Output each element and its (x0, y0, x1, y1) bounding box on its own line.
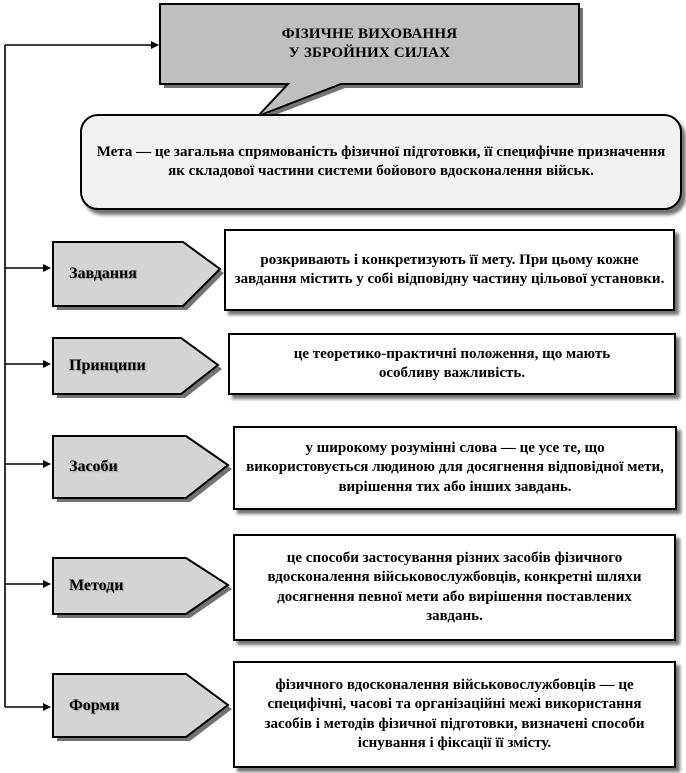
goal-text: — це загальна спрямованість фізичної підготовки, її специфічне призначення як складової частини системи бойового вдосконалення військ. (132, 143, 666, 179)
item-label-pryntsypy: Принципи (69, 357, 146, 374)
item-description-zasoby: у широкому розумінні слова — це усе те, що використовується людиною для досягнення відповідної мети, вирішення тих або інших завдань. (233, 426, 677, 510)
goal-term: Мета (96, 143, 133, 160)
item-description-formy: фізичного вдосконалення військовослужбовців — це специфічні, часові та організаційні межі використання засобів і методів фізичної підготовки, визначені способи існування і фіксації її змісту. (233, 661, 676, 768)
item-description-metody: це способи застосування різних засобів фізичного вдосконалення військовослужбовців, конкретні шляхи досягнення певної мети або вирішення поставлених завдань. (233, 534, 676, 641)
item-description-zavdannia: розкривають і конкретизують її мету. При цьому кожне завдання містить у собі відповідну частину цільової установки. (224, 229, 675, 311)
item-label-zavdannia: Завдання (69, 265, 137, 282)
item-label-formy: Форми (69, 696, 120, 714)
diagram-title-line1: ФІЗИЧНЕ ВИХОВАННЯ (281, 25, 458, 42)
item-label-zasoby: Засоби (69, 458, 118, 475)
item-description-pryntsypy: це теоретико-практичні положення, що мають особливу важливість. (228, 333, 676, 395)
item-label-metody: Методи (69, 577, 124, 594)
goal-box (80, 114, 682, 210)
diagram-title-line2: У ЗБРОЙНИХ СИЛАХ (288, 45, 451, 61)
goal-text-wrapper (92, 143, 670, 181)
diagram-title (160, 8, 579, 80)
